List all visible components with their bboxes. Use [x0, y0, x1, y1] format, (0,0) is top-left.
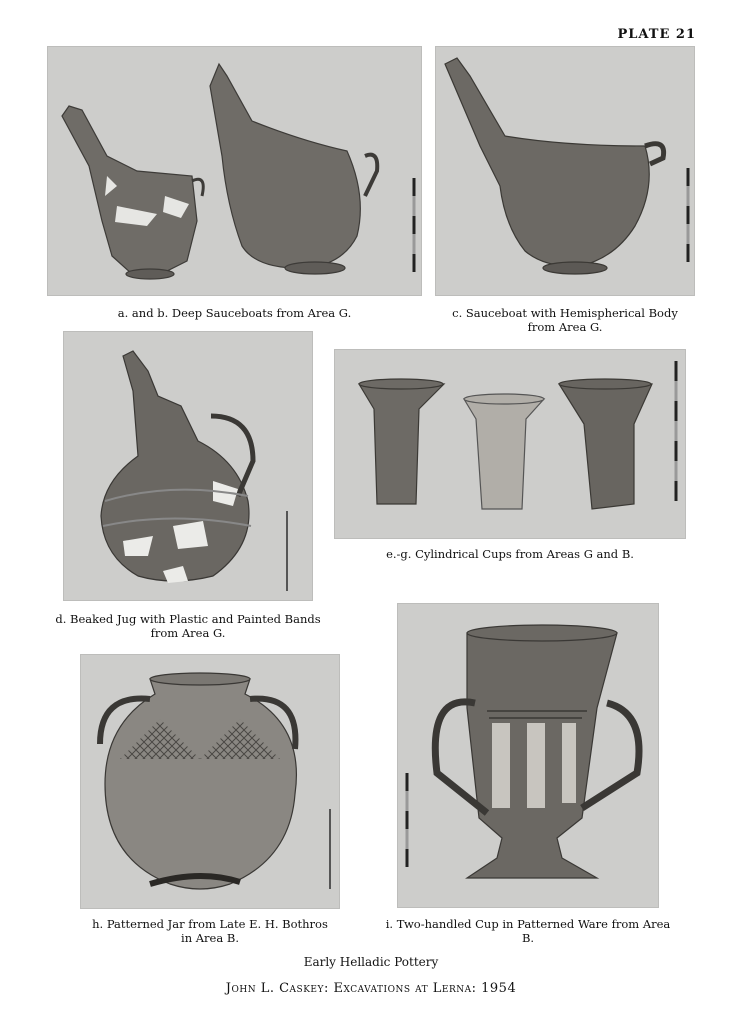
caption-c [435, 306, 695, 334]
photo-deep-sauceboats [47, 46, 422, 296]
two-handled-cup-illustration [397, 603, 659, 908]
photo-two-handled-cup [397, 603, 659, 908]
book-credit: John L. Caskey: Excavations at Lerna: 1954 [225, 981, 517, 996]
sauceboats-illustration [47, 46, 422, 296]
caption-h-line1: h. Patterned Jar from Late E. H. Bothros [92, 917, 328, 931]
plate-number: PLATE 21 [617, 27, 696, 42]
beaked-jug-illustration [63, 331, 313, 601]
cylindrical-cups-illustration [334, 349, 686, 539]
caption-c-line2: from Area G. [527, 320, 603, 334]
caption-h-line2: in Area B. [181, 931, 239, 945]
photo-cylindrical-cups [334, 349, 686, 539]
photo-beaked-jug [63, 331, 313, 601]
caption-d-line1: d. Beaked Jug with Plastic and Painted Bands [55, 612, 321, 626]
sauceboat-hemispherical-illustration [435, 46, 695, 296]
caption-c-line1: c. Sauceboat with Hemispherical Body [452, 306, 678, 320]
caption-ab: a. and b. Deep Sauceboats from Area G. [117, 306, 352, 320]
caption-d-line2: from Area G. [150, 626, 226, 640]
photo-patterned-jar [80, 654, 340, 909]
caption-i: i. Two-handled Cup in Patterned Ware from Area B. [385, 917, 671, 945]
caption-efg: e.-g. Cylindrical Cups from Areas G and B. [386, 547, 634, 561]
plate-title: Early Helladic Pottery [303, 955, 439, 969]
patterned-jar-illustration [80, 654, 340, 909]
photo-sauceboat-hemispherical [435, 46, 695, 296]
caption-h [60, 917, 360, 945]
caption-d [40, 612, 336, 640]
